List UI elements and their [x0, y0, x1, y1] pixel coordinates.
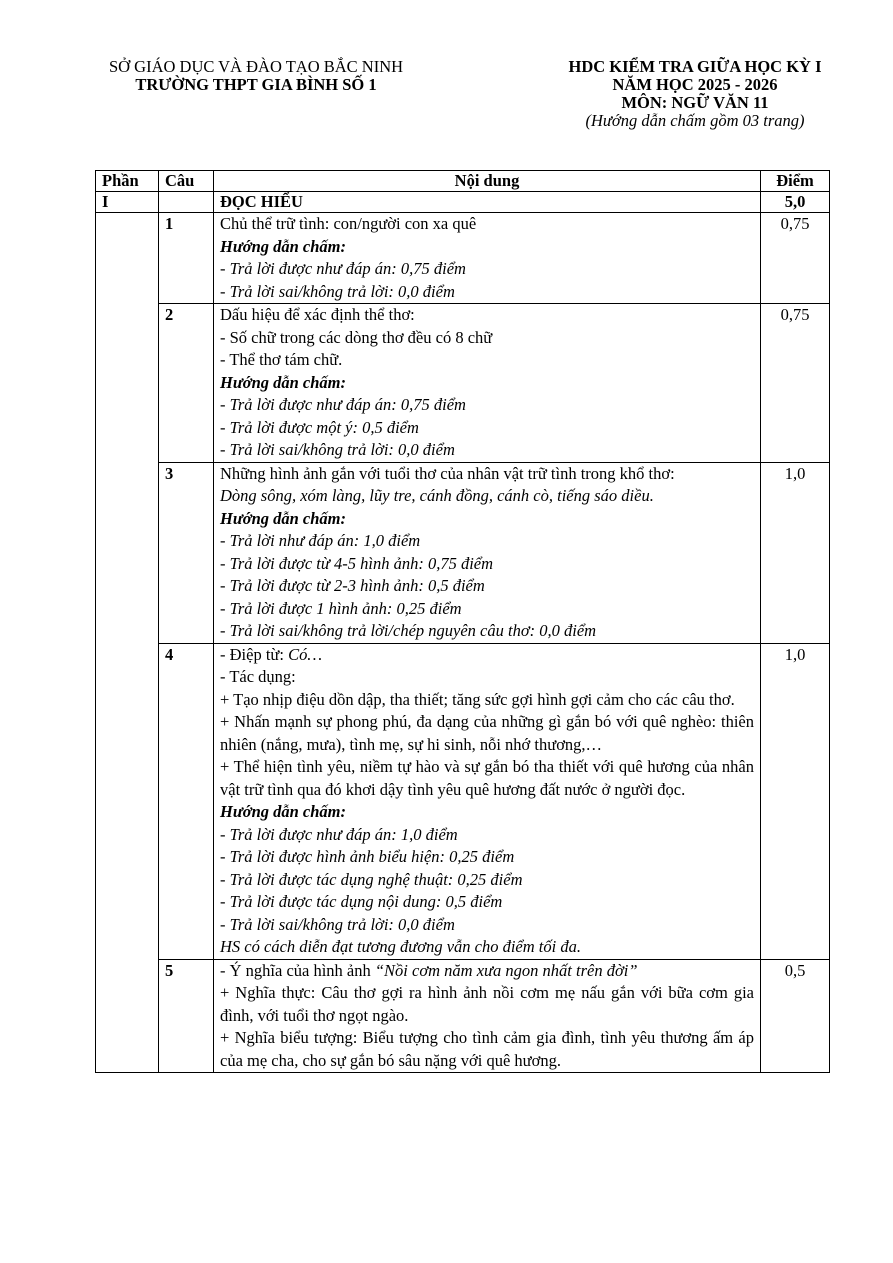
- answer-paragraph: + Nghĩa thực: Câu thơ gợi ra hình ảnh nồi cơm mẹ nấu gắn với bữa cơm gia đình, với tuổi thơ ngọt ngào.: [220, 983, 754, 1025]
- question-score: 0,5: [761, 959, 830, 1073]
- question-row-2: [96, 304, 830, 463]
- answer-line: - Tác dụng:: [220, 667, 296, 686]
- question-row-1: [96, 213, 830, 304]
- page-count-note: (Hướng dẫn chấm gồm 03 trang): [585, 111, 805, 130]
- section-empty: [159, 192, 214, 213]
- part-empty-cell: [96, 213, 159, 1073]
- question-number: 5: [159, 959, 214, 1073]
- answer-paragraph: + Thể hiện tình yêu, niềm tự hào và sự gắn bó tha thiết với quê hương của nhân vật trữ tình qua đó khơi dậy tình yêu quê hương đất nước ở người đọc.: [220, 757, 754, 799]
- table-header-row: [96, 171, 830, 192]
- header-part: Phần: [96, 171, 159, 192]
- question-row-5: [96, 959, 830, 1073]
- answer-line: Dòng sông, xóm làng, lũy tre, cánh đồng, cánh cò, tiếng sáo diều.: [220, 486, 654, 505]
- question-content: [214, 643, 761, 959]
- answer-lead: - Ý nghĩa của hình ảnh: [220, 960, 375, 980]
- answer-paragraph: + Nhấn mạnh sự phong phú, đa dạng của những gì gắn bó với quê nghèo: thiên nhiên (nắng, mưa), tình mẹ, sự hi sinh, nỗi nhớ thương,…: [220, 712, 754, 754]
- question-score: 1,0: [761, 462, 830, 643]
- question-row-3: [96, 462, 830, 643]
- grading-line: - Trả lời được tác dụng nghệ thuật: 0,25 điểm: [220, 869, 523, 889]
- question-content: [214, 213, 761, 304]
- grading-line: - Trả lời sai/không trả lời/chép nguyên câu thơ: 0,0 điểm: [220, 621, 597, 640]
- grading-guide-title: Hướng dẫn chấm:: [220, 372, 347, 392]
- grading-line: - Trả lời được tác dụng nội dung: 0,5 điểm: [220, 892, 503, 911]
- question-number: 2: [159, 304, 214, 463]
- header-question: Câu: [159, 171, 214, 192]
- grading-line: - Trả lời được một ý: 0,5 điểm: [220, 417, 419, 437]
- grading-note: HS có cách diễn đạt tương đương vẫn cho điểm tối đa.: [220, 937, 581, 956]
- question-row-4: [96, 643, 830, 959]
- grading-line: - Trả lời sai/không trả lời: 0,0 điểm: [220, 440, 455, 459]
- answer-quote: “Nồi cơm năm xưa ngon nhất trên đời”: [374, 960, 638, 980]
- header-score: Điểm: [761, 171, 830, 192]
- grading-line: - Trả lời được hình ảnh biểu hiện: 0,25 điểm: [220, 847, 515, 866]
- grading-line: - Trả lời được từ 4-5 hình ảnh: 0,75 điểm: [220, 553, 494, 573]
- exam-header: [520, 58, 870, 130]
- grading-table: [95, 170, 830, 1073]
- grading-guide-title: Hướng dẫn chấm:: [220, 802, 347, 821]
- answer-line: - Thể thơ tám chữ.: [220, 350, 343, 369]
- answer-line: - Số chữ trong các dòng thơ đều có 8 chữ: [220, 327, 493, 347]
- question-number: 4: [159, 643, 214, 959]
- school-name: TRƯỜNG THPT GIA BÌNH SỐ 1: [135, 75, 377, 94]
- grading-line: - Trả lời sai/không trả lời: 0,0 điểm: [220, 914, 455, 934]
- grading-guide-title: Hướng dẫn chấm:: [220, 508, 347, 528]
- question-score: 0,75: [761, 304, 830, 463]
- grading-line: - Trả lời được như đáp án: 0,75 điểm: [220, 259, 466, 278]
- question-number: 1: [159, 213, 214, 304]
- answer-lead: - Điệp từ:: [220, 644, 289, 664]
- section-title: ĐỌC HIỂU: [214, 192, 761, 213]
- department-name: SỞ GIÁO DỤC VÀ ĐÀO TẠO BẮC NINH: [108, 57, 404, 76]
- answer-line: Những hình ảnh gắn với tuổi thơ của nhân vật trữ tình trong khổ thơ:: [220, 463, 675, 483]
- question-score: 0,75: [761, 213, 830, 304]
- grading-line: - Trả lời sai/không trả lời: 0,0 điểm: [220, 281, 455, 301]
- grading-line: - Trả lời được từ 2-3 hình ảnh: 0,5 điểm: [220, 576, 485, 595]
- school-year: NĂM HỌC 2025 - 2026: [612, 75, 778, 94]
- section-part: I: [96, 192, 159, 213]
- answer-line: [220, 644, 754, 667]
- header-content: Nội dung: [214, 171, 761, 192]
- grading-line: - Trả lời như đáp án: 1,0 điểm: [220, 531, 421, 550]
- grading-guide-title: Hướng dẫn chấm:: [220, 236, 347, 256]
- exam-title: HDC KIỂM TRA GIỮA HỌC KỲ I: [568, 57, 822, 76]
- answer-paragraph: + Tạo nhịp điệu dồn dập, tha thiết; tăng sức gợi hình gợi cảm cho các câu thơ.: [220, 689, 735, 709]
- grading-line: - Trả lời được 1 hình ảnh: 0,25 điểm: [220, 598, 462, 618]
- answer-line: Dấu hiệu để xác định thể thơ:: [220, 305, 415, 324]
- answer-line: Chủ thể trữ tình: con/người con xa quê: [220, 214, 477, 233]
- school-header: [60, 58, 452, 94]
- grading-line: - Trả lời được như đáp án: 0,75 điểm: [220, 395, 466, 414]
- question-content: [214, 959, 761, 1073]
- section-score: 5,0: [761, 192, 830, 213]
- question-number: 3: [159, 462, 214, 643]
- grading-line: - Trả lời được như đáp án: 1,0 điểm: [220, 824, 458, 844]
- answer-emphasis: Có…: [288, 644, 322, 664]
- question-content: [214, 304, 761, 463]
- section-row: [96, 192, 830, 213]
- question-content: [214, 462, 761, 643]
- answer-paragraph: + Nghĩa biểu tượng: Biểu tượng cho tình cảm gia đình, tình yêu thương ấm áp của mẹ cha, cho sự gắn bó sâu nặng với quê hương.: [220, 1028, 754, 1070]
- question-score: 1,0: [761, 643, 830, 959]
- answer-line: [220, 960, 754, 983]
- subject-name: MÔN: NGỮ VĂN 11: [621, 93, 769, 112]
